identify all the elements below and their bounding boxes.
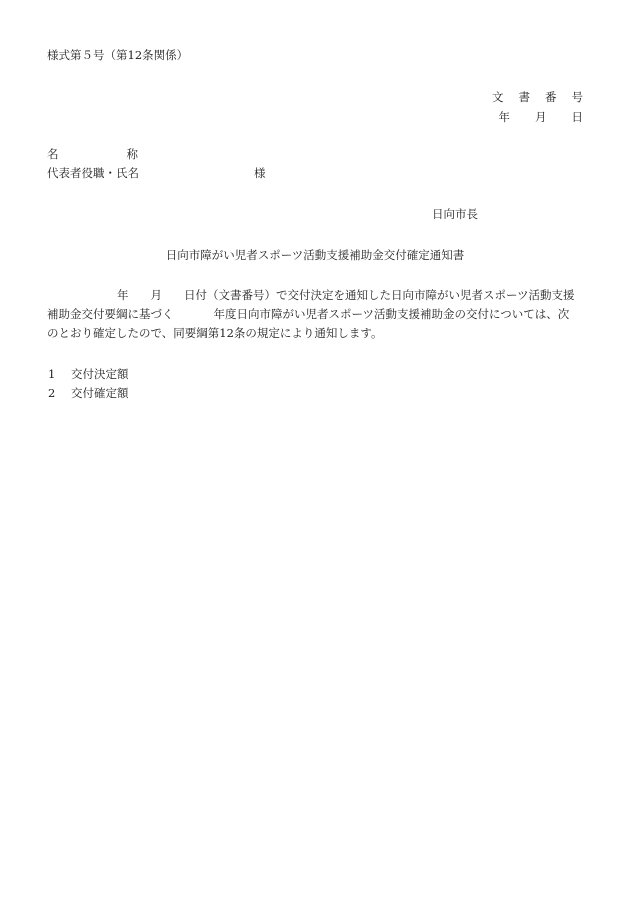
name-label-second: 称: [126, 147, 138, 161]
doc-number-char: 書: [518, 90, 530, 104]
doc-number-char: 号: [571, 90, 583, 104]
date-day: 日: [571, 110, 583, 124]
body-line-1-text: 日付（文書番号）で交付決定を通知した日向市障がい児者スポーツ活動支援: [184, 288, 575, 302]
sender: 日向市長: [432, 207, 478, 221]
item-number: 1: [48, 367, 56, 381]
body-line-1: [47, 287, 575, 303]
doc-number-char: 文: [492, 90, 504, 104]
body-year: 年: [117, 288, 129, 302]
addressee-representative-line: [47, 165, 266, 181]
body-line-2-start: 補助金交付要綱に基づく: [47, 307, 174, 321]
item-label: 交付確定額: [71, 386, 129, 400]
list-item: [48, 385, 129, 401]
date-year: 年: [498, 110, 510, 124]
name-label-first: 名: [47, 147, 59, 161]
document-title: 日向市障がい児者スポーツ活動支援補助金交付確定通知書: [165, 248, 465, 262]
honorific: 様: [254, 166, 266, 180]
body-month: 月: [150, 288, 162, 302]
list-item: [48, 366, 129, 382]
doc-number-char: 番: [545, 90, 557, 104]
body-line-3: のとおり確定したので、同要綱第12条の規定により通知します。: [47, 326, 383, 340]
date-month: 月: [535, 110, 547, 124]
body-line-2-text: 年度日向市障がい児者スポーツ活動支援補助金の交付については、次: [213, 307, 570, 321]
item-label: 交付決定額: [71, 367, 129, 381]
representative-label: 代表者役職・氏名: [47, 166, 139, 180]
document-number-label: [477, 89, 583, 105]
body-line-2: [47, 306, 569, 322]
document-date-label: [499, 109, 584, 125]
form-number: 様式第５号（第12条関係）: [47, 48, 189, 62]
item-number: 2: [48, 386, 56, 400]
addressee-name-line: [47, 146, 138, 162]
